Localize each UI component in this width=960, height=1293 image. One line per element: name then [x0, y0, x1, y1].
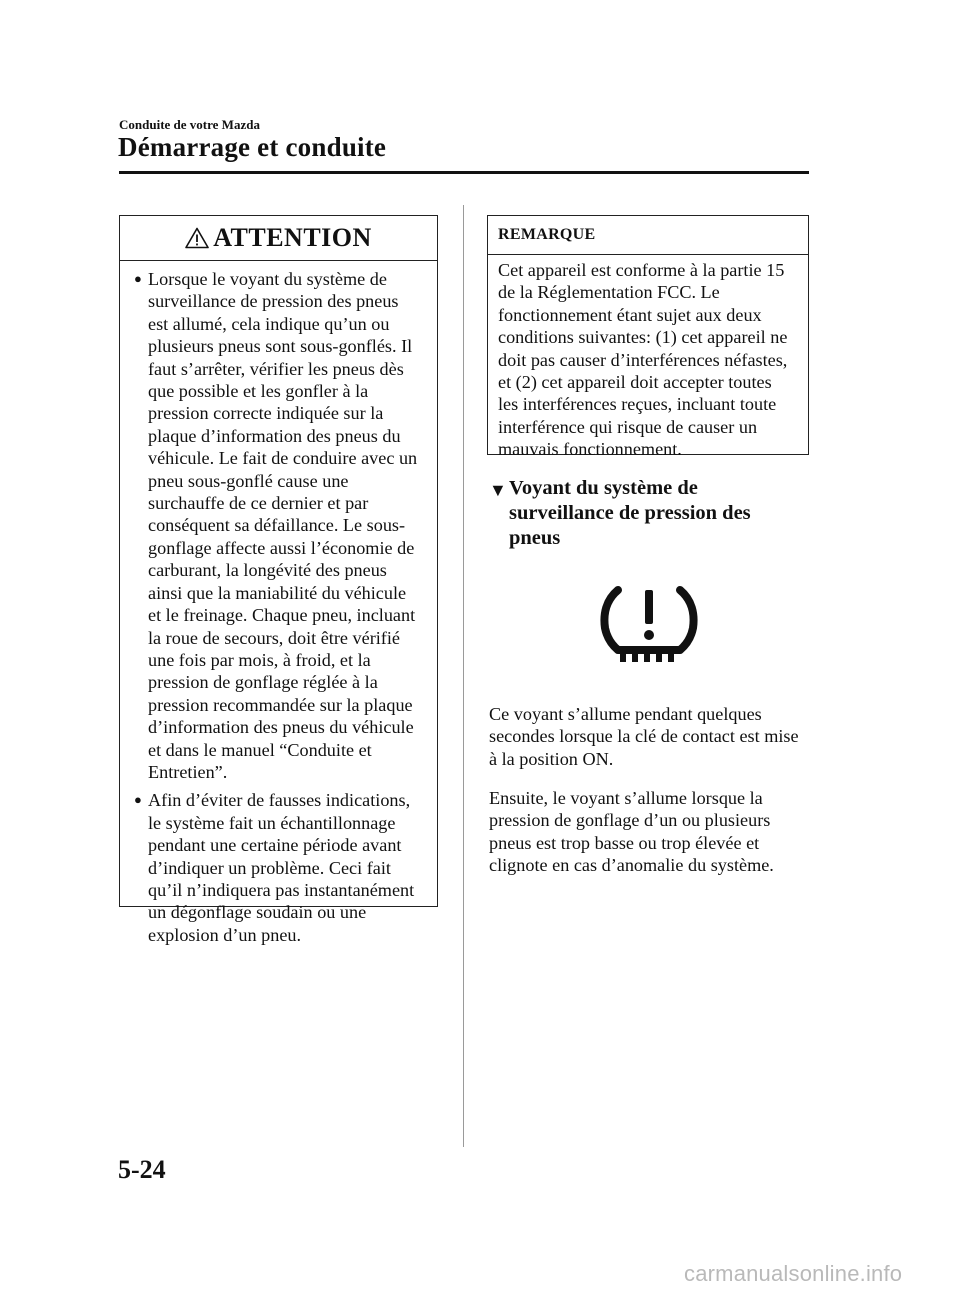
paragraph-line: clignote en cas d’anomalie du système. — [489, 855, 774, 876]
bullet-line: plusieurs pneus sont sous-gonflés. Il — [148, 336, 413, 357]
bullet-line: qu’il n’indiquera pas instantanément — [148, 879, 415, 900]
note-line: conditions suivantes: (1) cet appareil ne — [498, 327, 788, 348]
note-line: et (2) cet appareil doit accepter toutes — [498, 372, 772, 393]
paragraph-line: à la position ON. — [489, 748, 614, 769]
description-paragraph — [489, 787, 811, 877]
bullet-line: pression de gonflage réglée à la — [148, 672, 378, 693]
attention-bullet — [134, 789, 427, 946]
bullet-line: la roue de secours, doit être vérifié — [148, 627, 400, 648]
triangle-marker-icon: ▼ — [489, 480, 507, 500]
tire-pressure-warning-icon — [600, 584, 698, 666]
bullet-line: que possible et les gonfler à la — [148, 381, 369, 402]
heading-line: surveillance de pression des — [509, 502, 751, 524]
note-line: fonctionnement étant sujet aux deux — [498, 304, 762, 325]
attention-title: ATTENTION — [213, 223, 372, 252]
bullet-line: surveillance de pression des pneus — [148, 291, 399, 312]
bullet-line: carburant, la longévité des pneus — [148, 560, 387, 581]
note-line: de la Réglementation FCC. Le — [498, 282, 720, 303]
bullet-line: ainsi que la maniabilité du véhicule — [148, 582, 407, 603]
bullet-line: véhicule. Le fait de conduire avec un — [148, 448, 418, 469]
warning-triangle-icon — [185, 227, 209, 249]
bullet-dot-icon: ● — [134, 792, 142, 808]
bullet-line: faut s’arrêter, vérifier les pneus dès — [148, 358, 404, 379]
paragraph-line: Ensuite, le voyant s’allume lorsque la — [489, 788, 763, 808]
note-line: interférence qui risque de causer un — [498, 416, 758, 437]
bullet-line: pneu sous-gonflé cause une — [148, 470, 349, 491]
note-box — [487, 215, 809, 460]
paragraph-line: secondes lorsque la clé de contact est mise — [489, 726, 799, 747]
bullet-line: pression correcte indiquée sur la — [148, 403, 384, 424]
attention-bullet — [134, 268, 427, 783]
paragraph-line: Ce voyant s’allume pendant quelques — [489, 704, 762, 724]
bullet-line: Lorsque le voyant du système de — [148, 269, 387, 289]
bullet-line: un dégonflage soudain ou une — [148, 902, 367, 923]
section-label: Conduite de votre Mazda — [119, 117, 260, 132]
heading-line: Voyant du système de — [509, 477, 698, 499]
bullet-line: pression recommandée sur la plaque — [148, 694, 413, 715]
attention-body — [120, 261, 437, 946]
note-title: REMARQUE — [488, 216, 808, 255]
note-line: doit pas causer d’interférences néfastes, — [498, 349, 788, 370]
bullet-line: gonflage affecte aussi l’économie de — [148, 537, 415, 558]
bullet-line: explosion d’un pneu. — [148, 924, 302, 945]
attention-header — [120, 216, 437, 261]
bullet-dot-icon: ● — [134, 271, 142, 286]
header-rule — [119, 171, 809, 174]
bullet-line: une fois par mois, à froid, et la — [148, 649, 371, 670]
bullet-line: pendant une certaine période avant — [148, 835, 402, 856]
description-paragraph — [489, 703, 811, 770]
bullet-line: surchauffe de ce dernier et par — [148, 493, 369, 514]
paragraph-line: pression de gonflage d’un ou plusieurs — [489, 810, 771, 831]
bullet-line: d’indiquer un problème. Ceci fait — [148, 857, 391, 878]
page-number: 5-24 — [118, 1155, 166, 1184]
watermark-link[interactable]: carmanualsonline.info — [684, 1261, 903, 1286]
note-line: mauvais fonctionnement. — [498, 439, 682, 460]
bullet-line: et le freinage. Chaque pneu, incluant — [148, 605, 416, 626]
note-line: Cet appareil est conforme à la partie 15 — [498, 260, 785, 280]
bullet-line: Entretien”. — [148, 761, 228, 782]
bullet-line: est allumé, cela indique qu’un ou — [148, 313, 390, 334]
bullet-line: le système fait un échantillonnage — [148, 812, 396, 833]
attention-box — [119, 215, 438, 945]
bullet-line: plaque d’information des pneus du — [148, 425, 401, 446]
heading-line: pneus — [509, 527, 561, 549]
paragraph-line: pneus est trop basse ou trop élevée et — [489, 832, 760, 853]
bullet-line: et dans le manuel “Conduite et — [148, 739, 372, 760]
bullet-line: d’information des pneus du véhicule — [148, 717, 414, 738]
column-divider — [463, 205, 464, 1147]
note-body — [488, 255, 808, 461]
note-line: les interférences reçues, incluant toute — [498, 394, 777, 415]
bullet-line: Afin d’éviter de fausses indications, — [148, 790, 411, 811]
chapter-title: Démarrage et conduite — [118, 132, 387, 162]
section-heading — [489, 476, 799, 551]
bullet-line: conséquent sa défaillance. Le sous- — [148, 515, 406, 536]
